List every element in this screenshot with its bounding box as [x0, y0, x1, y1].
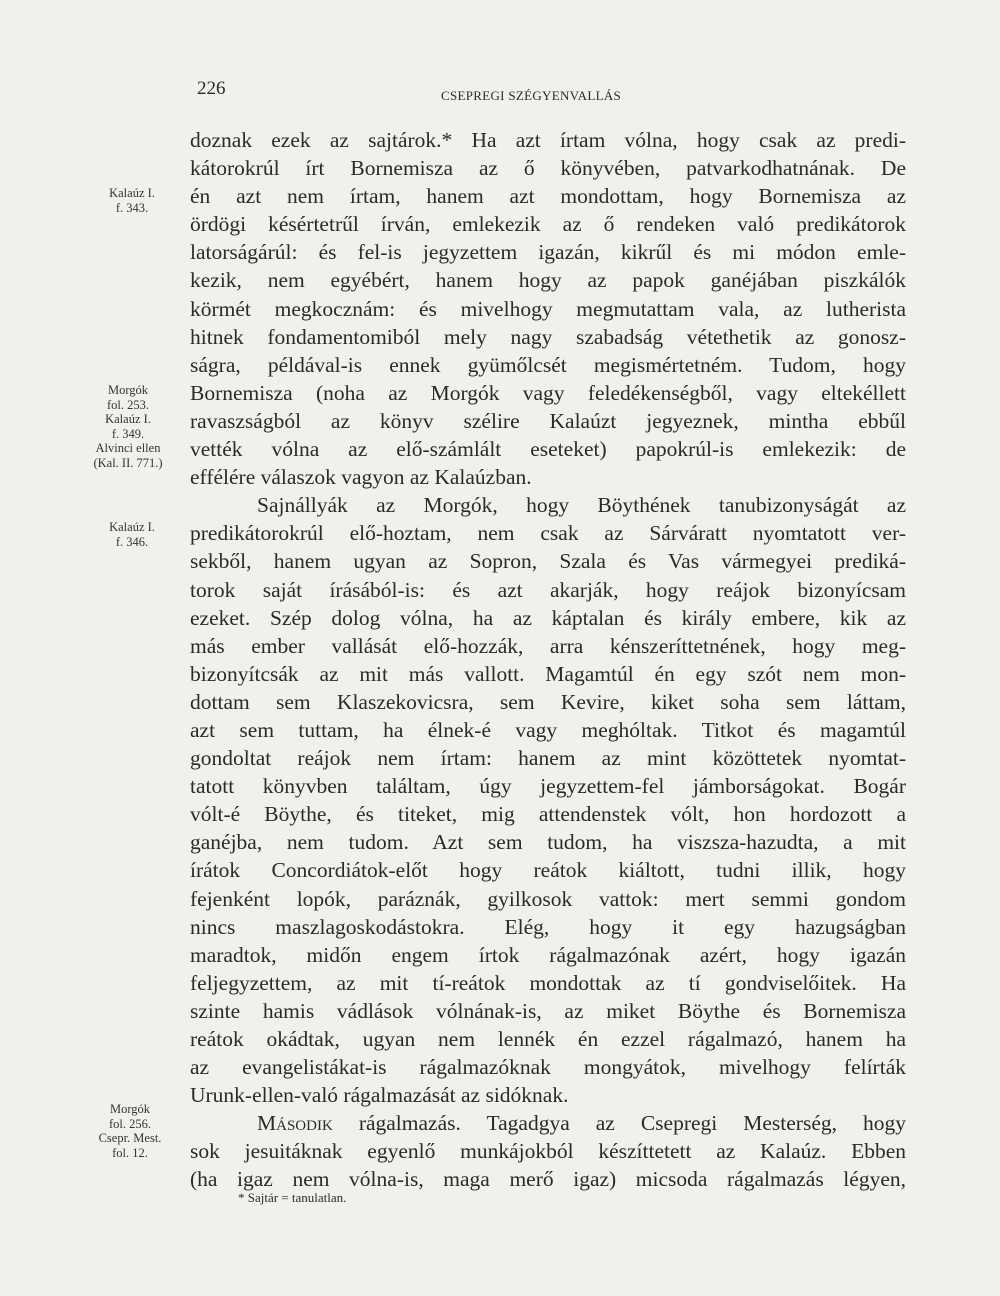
text-line: reátok okádtak, ugyan nem lennék én ezzel rágalmazó, hanem ha [190, 1027, 906, 1051]
text-line: rágalmazás. Tagadgya az Csepregi Mesterség, hogy [358, 1111, 907, 1136]
text-line: ezeket. Szép dolog vólna, ha az káptalan és király embere, kik az [190, 605, 906, 630]
margin-note-line: Csepr. Mest. [98, 1131, 162, 1145]
text-line: az evangelistákat-is rágalmazóknak mongyátok, mivelhogy felírták [190, 1055, 906, 1080]
body-text [190, 126, 906, 1194]
text-line: azt sem tuttam, ha élnek-é vagy meghóltak. Titkot és magamtúl [190, 717, 906, 742]
text-line: más ember vallását elő-hozzák, arra kénszeríttetnének, hogy meg- [190, 633, 906, 658]
margin-note-morgok-256 [80, 1102, 180, 1160]
text-line: dottam sem Klaszekovicsra, sem Kevire, kiket soha sem láttam, [190, 689, 906, 714]
margin-note-line: fol. 12. [112, 1145, 148, 1160]
text-line: Urunk-ellen-való rágalmazását az sidóknak. [190, 1083, 569, 1108]
text-line: tatott könyvben találtam, úgy jegyzettem-fel jámborságokat. Bogár [190, 774, 906, 799]
margin-note-line: fol. 253. [106, 397, 149, 412]
margin-note-line: f. 349. [111, 426, 145, 441]
text-line: latorságárúl: és fel-is jegyzettem igazán, kikrűl és mi módon emle- [190, 240, 906, 265]
text-line: írátok Concordiátok-előt hogy reátok kiáltott, tudni illik, hogy [190, 858, 906, 883]
text-line: bizonyítcsák az mit más vallott. Magamtúl én egy szót nem mon- [190, 661, 906, 686]
margin-note-line: f. 346. [115, 534, 149, 549]
margin-note-line: Kalaúz I. [109, 186, 155, 200]
text-line: effélére válaszok vagyon az Kalaúzban. [190, 465, 532, 490]
text-line: vólt-é Böythe, és titeket, mig attendenstek vólt, hon hordozott a [190, 802, 906, 827]
running-title: CSEPREGI SZÉGYENVALLÁS [441, 88, 622, 103]
text-line: Sajnállyák az Morgók, hogy Böythének tanubizonyságát az [257, 493, 906, 518]
text-line: feljegyzettem, az mit tí-reátok mondottak az tí gondviselőitek. Ha [190, 970, 906, 995]
text-line: predikátorokrúl elő-hoztam, nem csak az Sárváratt nyomtatott ver- [190, 521, 906, 546]
text-line: nincs maszlagoskodástokra. Elég, hogy it egy hazugságban [190, 914, 906, 939]
margin-note-line: fol. 256. [108, 1116, 151, 1131]
page-number: 226 [197, 78, 226, 99]
text-line: sekből, hanem ugyan az Sopron, Szala és Vas vármegyei prediká- [190, 549, 906, 574]
text-line: Bornemisza (noha az Morgók vagy feledékenségből, vagy eltekéllett [190, 380, 906, 405]
text-line: körmét megkocznám: és mivelhogy megmutattam vala, az lutherista [190, 296, 906, 321]
text-line: vették vólna az elő-számlált eseteket) papokrúl-is emlekezik: de [190, 437, 906, 462]
margin-note-line: Morgók [107, 383, 149, 397]
text-line: ravaszságból az könyv szélire Kalaúzt jegyeznek, mintha ebbűl [190, 408, 906, 433]
text-line: sok jesuitáknak egyenlő munkájokból készíttetett az Kalaúz. Ebben [190, 1139, 906, 1164]
margin-note-line: Alvinci ellen [95, 441, 161, 455]
text-line: ságra, példával-is ennek gyümőlcsét megismértetném. Tudom, hogy [190, 352, 906, 377]
margin-note-line: Kalaúz I. [109, 520, 155, 534]
footnote: * Sajtár = tanulatlan. [238, 1190, 347, 1205]
margin-note-kalauz-343 [82, 186, 182, 215]
text-line: ganéjba, nem tudom. Azt sem tudom, ha viszsza-hazudta, a mit [190, 830, 906, 855]
text-line: maradtok, midőn engem írtok rágalmazónak azért, hogy igazán [190, 942, 906, 967]
text-line: én azt nem írtam, hanem azt mondottam, hogy Bornemisza az [190, 184, 906, 209]
text-line: gondoltat reájok nem írtam: hanem az mint közöttetek nyomtat- [190, 746, 906, 771]
text-line: kezik, nem egyébért, hanem hogy az papok ganéjában piszkálók [190, 268, 906, 293]
text-line-with-heading [190, 1109, 906, 1137]
text-line: ördögi késértetrűl írván, emlekezik az ő rendeken való predikátorok [190, 212, 906, 237]
text-line: hitnek fondamentomiból mely nagy szabadság vétethetik az gonosz- [190, 324, 906, 349]
margin-note-kalauz-346 [82, 520, 182, 549]
section-heading: Második [257, 1111, 333, 1136]
margin-note-morgok-253 [78, 383, 178, 470]
text-line: szinte hamis vádlások vólnának-is, az miket Böythe és Bornemisza [190, 998, 906, 1023]
text-line: (ha igaz nem vólna-is, maga merő igaz) micsoda rágalmazás légyen, [190, 1167, 906, 1192]
text-line: doznak ezek az sajtárok.* Ha azt írtam vólna, hogy csak az predi- [190, 128, 906, 152]
text-line: torok saját írásából-is: és azt akarják, hogy reájok bizonyícsam [190, 577, 906, 602]
margin-note-line: Morgók [109, 1102, 151, 1116]
text-line: kátorokrúl írt Bornemisza az ő könyvében, patvarkodhatnának. De [190, 156, 906, 181]
margin-note-line: (Kal. II. 771.) [93, 455, 163, 470]
margin-note-line: f. 343. [115, 200, 149, 215]
margin-note-line: Kalaúz I. [105, 412, 151, 426]
text-line: fejenként lopók, paráznák, gyilkosok vattok: mert semmi gondom [190, 886, 906, 911]
